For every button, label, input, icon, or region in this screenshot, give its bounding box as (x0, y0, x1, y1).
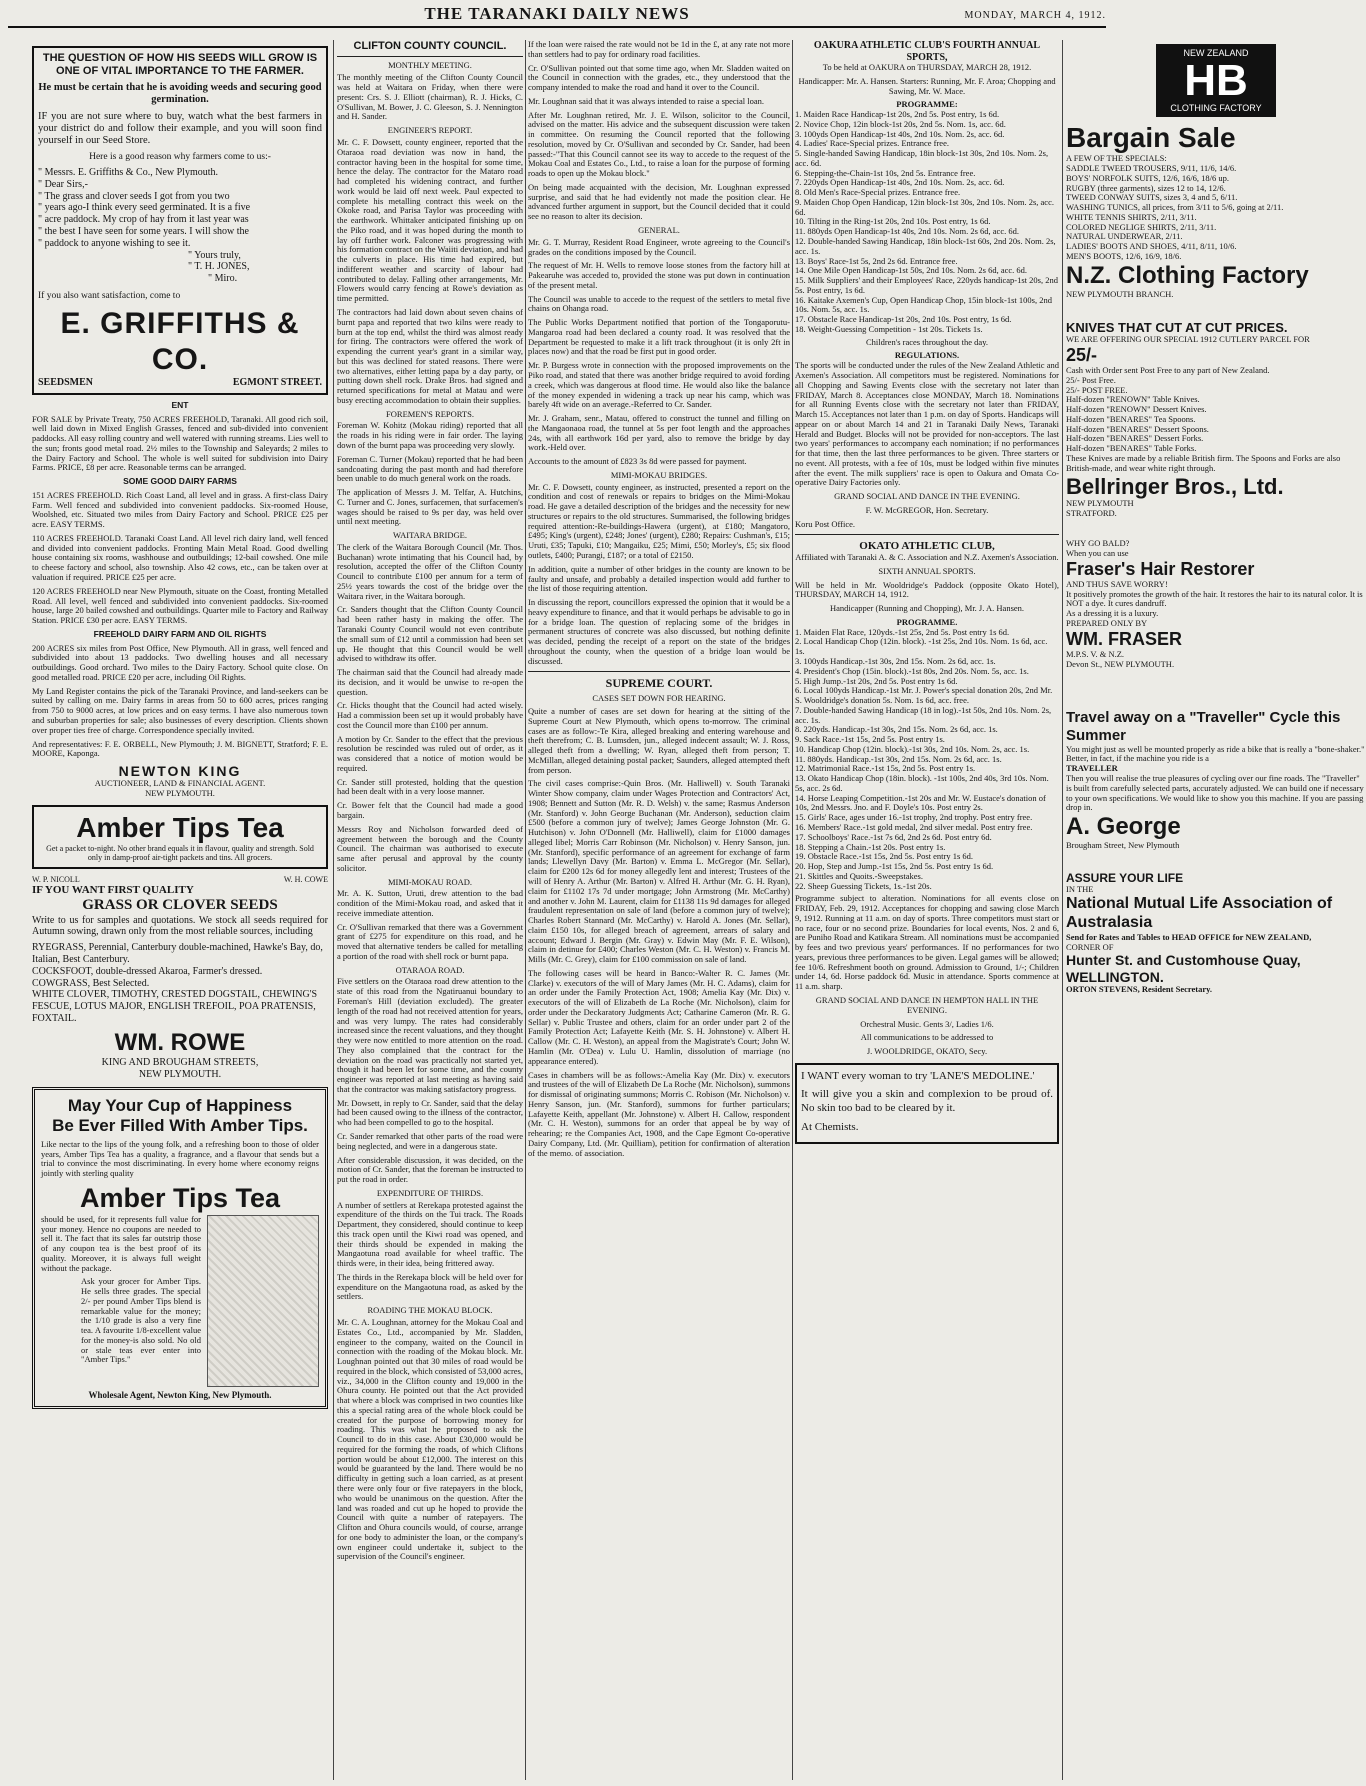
programme-event: 5. Single-handed Sawing Handicap, 18in block-1st 30s, 2nd 10s. Nom. 2s, acc. 6d. (795, 148, 1049, 168)
section-subheading: FOREMEN'S REPORTS. (386, 408, 474, 419)
cutlery-item: Half-dozen "BENARES" Table Forks. (1066, 443, 1197, 454)
clothing-factory-ad (1066, 44, 1366, 300)
programme-event: 13. Okato Handicap Chop (18in. block). -1st 100s, 2nd 40s, 3rd 10s. Nom. 5s, acc. 2s 6d. (795, 773, 1049, 793)
article-paragraph: The chairman said that the Council had already made its decision, and it would be unwise to re-open the question. (337, 667, 523, 697)
column-3 (528, 40, 790, 1780)
programme-event: 3. 100yds Handicap.-1st 30s, 2nd 15s. Nom. 2s 6d, acc. 1s. (795, 655, 996, 666)
okaura-intro: To be held at OAKURA on THURSDAY, MARCH 28, 1912. (822, 62, 1032, 72)
assure-heading: ASSURE YOUR LIFE (1066, 871, 1184, 886)
rowe-list-item: COCKSFOOT, double-dressed Akaroa, Farmer's dressed. (32, 965, 263, 977)
amber-tips-ad-small (32, 805, 328, 869)
clifton-article-continued (528, 40, 790, 666)
programme-event: 22. Sheep Guessing Tickets, 1s.-1st 20s. (795, 880, 932, 891)
okaura-regulations-head: REGULATIONS. (894, 350, 960, 361)
hb-logo-letters: HB (1184, 55, 1248, 105)
programme-event: 8. Old Men's Race-Special prizes. Entrance free. (795, 187, 961, 198)
land-register: My Land Register contains the pick of the Taranaki Province, and land-seekers can be suited by calling on me. Dairy farms in areas from 50 to 600 acres, prices ranging from 750 to 9000 acres, at low prices and on easy terms. I have also numerous town and suburban properties for sale; also businesses of every description. Clients shown over proper ties free of charge. Correspondence specially invited. (32, 685, 328, 735)
letter-line: " Dear Sirs,- (38, 178, 88, 190)
article-paragraph: After considerable discussion, it was decided, on the motion of Cr. Sander, that the foreman be instructed to put the road in order. (337, 1154, 523, 1185)
special-item: MEN'S BOOTS, 12/6, 16/9, 18/6. (1066, 250, 1182, 261)
national-mutual-address: Hunter St. and Customhouse Quay, WELLINGTON. (1066, 952, 1301, 985)
programme-event: 15. Milk Suppliers' and their Employees' Race, 220yds handicap-1st 20s, 2nd 5s. Post entry, 1s 6d. (795, 275, 1058, 295)
programme-event: 7. Double-handed Sawing Handicap (18 in log).-1st 50s, 2nd 10s. Nom. 2s, acc. 1s. (795, 704, 1052, 725)
article-paragraph: A motion by Cr. Sander to the effect that the previous resolution be rescinded was ruled out of order, as it was considered that a notice of motion would be required. (337, 733, 523, 773)
programme-event: 9. Sack Race.-1st 15s, 2nd 5s. Post entry 1s. (795, 734, 945, 745)
fraser-prepared: PREPARED ONLY BY (1066, 617, 1148, 628)
article-paragraph: The thirds in the Rerekapa block will be held over for expenditure on the Mangaotuna road, as asked by the settlers. (337, 1271, 523, 1302)
programme-event: 14. One Mile Open Handicap-1st 50s, 2nd 10s. Nom. 2s 6d, acc. 6d. (795, 265, 1028, 276)
okato-programme-head: PROGRAMME. (896, 616, 958, 627)
bellringer-right: STRATFORD. (1066, 508, 1117, 519)
programme-event: 6. Local 100yds Handicap.-1st Mr. J. Power's special donation 20s, 2nd Mr. S. Wooldridge's donation 5s. Nom. 1s 6d, acc. free. (795, 685, 1053, 706)
bargain-sale: Bargain Sale (1066, 122, 1236, 154)
article-paragraph: Mr. G. T. Murray, Resident Road Engineer, wrote agreeing to the Council's grades on the conditions imposed by the Council. (528, 236, 790, 257)
programme-event: 10. Handicap Chop (12in. block).-1st 30s, 2nd 10s. Nom. 2s, acc. 1s. (795, 743, 1030, 754)
woman-with-teacup-illustration (207, 1215, 319, 1387)
knives-ad (1066, 320, 1366, 519)
okaura-children: Children's races throughout the day. (865, 336, 989, 347)
knives-post-free-left: 25/- Post Free. (1066, 374, 1116, 385)
rowe-list-item: RYEGRASS, Perennial, Canterbury double-machined, Hawke's Bay, do, Italian, Best Canterbury. (32, 942, 323, 966)
amber-large-title: Amber Tips Tea (79, 1182, 281, 1213)
okato-programme (795, 628, 1059, 892)
amber-tips-title: Amber Tips Tea (76, 811, 284, 843)
programme-event: 14. Horse Leaping Competition.-1st 20s and Mr. W. Eustace's donation of 10s, 2nd Messrs. Jno. and F. Doyle's 10s. Post entry 2s. (795, 792, 1046, 813)
programme-event: 12. Matrimonial Race.-1st 15s, 2nd 5s. Post entry 1s. (795, 763, 976, 774)
clifton-article (337, 73, 523, 1562)
bellringer-left: NEW PLYMOUTH (1066, 498, 1134, 509)
programme-event: 10. Tilting in the Ring-1st 20s, 2nd 10s. Post entry, 1s 6d. (795, 216, 991, 227)
article-paragraph: Accounts to the amount of £823 3s 8d were passed for payment. (528, 456, 747, 467)
article-paragraph: Mr. C. F. Dowsett, county engineer, reported that the Otaraoa road deviation was now in hand, the contractor having been in the hospital for some time, hence the delay. The contractor for the Mataro road had completed his widening contract, and further work would be laid off next week. Paul expected to complete his metalling contract this week on the Okoke road, and Parisa Taylor was proceeding with the earthwork. Whittaker anticipated finishing up on the Piko road, and it was hoped during the month to lay off further work. Falconer was progressing with his formation contract on the Waiiti deviation, and had the culverts in place. His time had expired, but indifferent weather and scarcity of labour had contributed to delay. Falling other arrangements, Mr. Flowers would carry fencing at Rowe's deviation as time permitted. (337, 137, 523, 304)
traveller-heading: Travel away on a "Traveller" Cycle this Summer (1066, 709, 1341, 745)
article-paragraph: The monthly meeting of the Clifton County Council was held at Waitara on Friday, when there were present: Crs. S. J. Elliott (chairman), R. J. Hicks, C. O'Sullivan, M. Bower, J. C. Gleeson, S. J. Nennington and H. Sander. (337, 72, 523, 122)
cutlery-item: Half-dozen "BENARES" Dessert Spoons. (1066, 423, 1209, 434)
column-4-sports-notices (795, 40, 1059, 1780)
column-2-clifton-county-council (337, 40, 523, 1780)
okaura-secretary: F. W. McGREGOR, Hon. Secretary. (865, 504, 989, 515)
article-paragraph: The Public Works Department notified that portion of the Tongaporutu-Mangaroa road had been declared a county road. It was resolved that the Department be requested to make it a lift track throughout (it is only 2ft in places now) and that the road be first put in good order. (528, 317, 790, 357)
traveller-cycle-ad (1066, 709, 1366, 851)
programme-event: 3. 100yds Open Handicap-1st 40s, 2nd 10s. Nom. 2s, acc. 6d. (795, 128, 1005, 139)
land-subhead: FREEHOLD DAIRY FARM AND OIL RIGHTS (93, 628, 267, 639)
okaura-programme-head: PROGRAMME: (896, 99, 958, 110)
programme-event: 13. Boys' Race-1st 5s, 2nd 2s 6d. Entrance free. (795, 255, 958, 266)
article-paragraph: The Council was unable to accede to the request of the settlers to metal five chains on Ohanga road. (528, 293, 790, 314)
okaura-regulations: The sports will be conducted under the rules of the New Zealand Athletic and Axemen's Association. All competitors must be registered. Nominations for all Chopping and Sawing Events close with the secretary not later than FRIDAY, March 8. Acceptances close MONDAY, March 18. Nominations for all Running Events close with the secretary not later than FRIDAY, March 15. Acceptances not later than 1 p.m. on day of Sports. Handicaps will appear on or about March 14 and 21 in Taranaki Daily News, Taranaki Herald and Budget. Blocks will not be provided for non-acceptors. The last two years' performances to accompany each nomination; if no performances for that time, then the last three performances to be given. Three starters or no event. All protests, with a fee of 10s, must be lodged within five minutes after the event. The milk suppliers' race is open to Oakura and Omata Co-operative Dairy Factories only. (795, 360, 1059, 488)
section-subheading: GENERAL. (638, 225, 680, 236)
national-mutual-secretary: ORTON STEVENS, Resident Secretary. (1066, 984, 1213, 995)
nz-clothing-branch: NEW PLYMOUTH BRANCH. (1066, 288, 1174, 299)
cutlery-item: Half-dozen "BENARES" Tea Spoons. (1066, 413, 1196, 424)
article-paragraph: Cr. Bower felt that the Council had made a good bargain. (337, 800, 523, 820)
amber-tips-sub: Get a packet to-night. No other brand equals it in flavour, quality and strength. Sold only in damp-proof air-tight packets and tins. All grocers. (46, 843, 314, 863)
column-rule (333, 40, 334, 1780)
testimonial-letter (38, 167, 322, 285)
specials-head: A FEW OF THE SPECIALS: (1066, 153, 1167, 164)
letter-line: " T. H. JONES, (188, 261, 250, 273)
special-item: RUGBY (three garments), sizes 12 to 14, 12/6. (1066, 182, 1226, 193)
article-paragraph: A number of settlers at Rerekapa protested against the expenditure of the thirds on the Tui track. The Roads Department, they considered, should continue to keep this track open until the Kiwi road was opened, and their thirds should be expended in making the Mangaotuna road available for wheel traffic. The thirds were, in their idea, being frittered away. (337, 1199, 523, 1269)
newton-king-name: NEWTON KING (118, 763, 242, 780)
article-paragraph: Mr. J. Graham, senr., Matau, offered to construct the tunnel and filling on the Mangaonaoa road, the tunnel at 5s per foot length and the approaches 24s, with all earthwork 16d per yard, also to remove the bridge by day work.-Held over. (528, 413, 790, 453)
amber-large-h1: May Your Cup of Happiness (67, 1095, 293, 1115)
traveller-body: You might just as well be mounted properly as ride a bike that is really a "bone-shaker." Better, in fact, if the machine you ride is a (1066, 743, 1365, 764)
programme-event: 7. 220yds Open Handicap-1st 40s, 2nd 10s. Nom. 2s, acc. 6d. (795, 177, 1005, 188)
traveller-then: Then you will realise the true pleasures of cycling over our fine roads. The "Traveller" is built from carefully selected parts, accurately adjusted. We can build one if necessary to your own specifications. We would like to show you this machine. If you are passing drop in. (1066, 773, 1364, 813)
programme-event: 8. 220yds. Handicap.-1st 30s, 2nd 15s. Nom. 2s 6d, acc. 1s. (795, 724, 998, 735)
article-paragraph: Mr. C. F. Dowsett, county engineer, as instructed, presented a report on the condition and cost of renewals or repairs to bridges on the Mimi-Mokau road. He gave a detailed description of the bridges and the necessity for new structures or repairs to the old structures. Summarised, the following bridges required attention:-Re-buildings-Hawera (urgent), at £180; Mangatoro, £495; King's (urgent), £248; Jones' (urgent), £280; Repairs: Cushman's, £15; Uruti, £35; Tapuki, £10; Mangaiku, £25; Mimi, £50; Morley's, £5; six flood outlets, £400; Purangi, £187; or a total of £2150. (528, 481, 790, 560)
rowe-list-item: WHITE CLOVER, TIMOTHY, CRESTED DOGSTAIL, CHEWING'S FESCUE, LOTUS MAJOR, ENGLISH TREFOIL, POA PRATENSIS, FOXTAIL. (32, 989, 318, 1025)
medoline-line-3: At Chemists. (801, 1120, 859, 1133)
cutlery-item: Half-dozen "RENOWN" Table Knives. (1066, 394, 1200, 405)
fraser-title: Fraser's Hair Restorer (1066, 558, 1255, 579)
okato-affiliation: Affiliated with Taranaki A. & C. Association and N.Z. Axemen's Association. (795, 552, 1059, 563)
article-paragraph: Quite a number of cases are set down for hearing at the sitting of the Supreme Court at New Plymouth, which opens to-morrow. The criminal cases are as follow:-Te Kira, alleged breaking and entering warehouse and theft therefrom; C. B. Lumsden, jun., alleged indecent assault; W. J. Ross, alleged theft from a dwelling; W. Ryan, alleged theft from person; T. McMillan, alleged detaining postal packet; Saunders, alleged attempted theft from person. (528, 705, 790, 775)
special-item: BOYS' NORFOLK SUITS, 12/6, 16/6, 18/6 up. (1066, 172, 1230, 183)
article-paragraph: Cr. Hicks thought that the Council had acted wisely. Had a commission been set up it would probably have cost the Council more than £100 per annum. (337, 700, 523, 730)
traveller-name: TRAVELLER (1066, 763, 1118, 774)
george-name: A. George (1066, 813, 1181, 841)
ad-reason: Here is a good reason why farmers come to us:- (89, 151, 271, 162)
letter-line: " The grass and clover seeds I got from you two (38, 190, 230, 202)
clifton-subheading: MONTHLY MEETING. (388, 59, 472, 70)
knives-post-free-right: 25/- POST FREE. (1066, 384, 1128, 395)
griffiths-seed-ad (32, 46, 328, 395)
section-subheading: MIMI-MOKAU BRIDGES. (610, 469, 708, 480)
ad-headline: THE QUESTION OF HOW HIS SEEDS WILL GROW IS ONE OF VITAL IMPORTANCE TO THE FARMER. (42, 52, 318, 77)
rowe-question: IF YOU WANT FIRST QUALITY (32, 884, 194, 896)
article-paragraph: The application of Messrs J. M. Telfar, A. Hutchins, C. Turner and C. Jones, surfacemen, that surfacemen's wages should be raised to 9s per day, was held over until next meeting. (337, 487, 523, 527)
letter-line: " years ago-I think every seed germinated. It is a five (38, 202, 251, 214)
article-paragraph: The contractors had laid down about seven chains of burnt papa and reported that two kilns were ready to burn at the top end, whilst the third was almost ready for firing. The contractors were offered the work of expending the current year's grant in a similar way, but this was declined for stated reasons. There were two alternatives, either letting papa by a day party, or putting down shell rock. Drake Bros. had signed and returned specifications for metal at Matau and were busy erecting accommodation to obtain their supplies. (337, 307, 523, 405)
programme-event: 9. Maiden Chop Open Handicap, 12in block-1st 30s, 2nd 10s. Nom. 2s, acc. 6d. (795, 196, 1054, 217)
land-ad (32, 401, 328, 799)
amber-large-text (41, 1215, 201, 1387)
article-paragraph: Mr. C. A. Loughnan, attorney for the Mokau Coal and Estates Co., Ltd., accompanied by Mr. Sladden, engineer to the company, waited on the Council in connection with the roading of the Mokau block. Mr. Loughnan pointed out that 30 miles of road would be required in the block, which consisted of 53,000 acres, viz., 34,000 in the Clifton county and 19,000 in the Ohura county. He pointed out that the Act provided that where a block was comprised in two counties like this a special rating area of the whole block could be created for the purpose of borrowing money for roading. This was what he proposed to ask the Council to do in this case. About £30,000 would be required for the forming the roads, of which Cliftons portion would be about £12,000. The interest on this would be guaranteed by the land. There would be no difficulty in getting such a loan carried, as at present there were only four or five ratepayers in the block, who would be unanimous on the question. After the land was roaded and cut up he hoped to provide the Council with quite a number of ratepayers. The Clifton and Ohura councils would, of course, arrange for one body to administer the loan, or the company's own engineer could undertake it, subject to the supervision of the Council's engineer. (337, 1316, 523, 1562)
rowe-title: GRASS OR CLOVER SEEDS (82, 896, 278, 913)
amber-tips-ad-large (32, 1087, 328, 1410)
court-subheading: CASES SET DOWN FOR HEARING. (592, 693, 726, 704)
programme-event: 4. President's Chop (15in. block).-1st 80s, 2nd 20s. Nom. 5s, acc. 1s. (795, 665, 1029, 676)
okato-orchestra: Orchestral Music. Gents 3/, Ladies 1/6. (860, 1018, 994, 1029)
special-item: NATURAL UNDERWEAR, 2/11. (1066, 231, 1183, 242)
knives-list (1066, 395, 1366, 454)
okato-handicapper: Handicapper (Running and Chopping), Mr. J. A. Hansen. (829, 603, 1025, 614)
programme-event: 1. Maiden Flat Race, 120yds.-1st 25s, 2nd 5s. Post entry 1s 6d. (795, 626, 1010, 637)
knives-price: 25/- (1066, 344, 1098, 365)
special-item: TWEED CONWAY SUITS, sizes 3, 4 and 5, 6/11. (1066, 192, 1238, 203)
special-item: WHITE TENNIS SHIRTS, 2/11, 3/11. (1066, 211, 1197, 222)
specials-list (1066, 164, 1366, 262)
land-agents: And representatives: F. E. ORBELL, New Plymouth; J. M. BIGNETT, Stratford; F. E. MOORE, Kaponga. (32, 738, 328, 759)
knives-note: These Knives are made by a reliable British firm. The Spoons and Forks are also British-made, and wear white right through. (1066, 452, 1341, 473)
article-paragraph: Mr. A. K. Sutton, Uruti, drew attention to the bad condition of the Mimi-Mokau road, and asked that it receive immediate attention. (337, 888, 523, 918)
okato-heading: OKATO ATHLETIC CLUB, (859, 540, 995, 553)
section-subheading: EXPENDITURE OF THIRDS. (376, 1187, 484, 1198)
article-paragraph: Cr. O'Sullivan remarked that there was a Government grant of £275 for expenditure on this road, and he moved that alternative tenders be called for metalling a portion of the road with shell rock or burnt papa. (337, 921, 523, 961)
programme-event: 20. Hop, Step and Jump.-1st 15s, 2nd 5s. Post entry 1s 6d. (795, 861, 994, 872)
land-head: ENT (171, 399, 189, 410)
programme-event: 2. Local Handicap Chop (12in. block). -1st 25s, 2nd 10s. Nom. 1s 6d, acc. 1s. (795, 636, 1048, 657)
hb-logo (1156, 44, 1276, 117)
fraser-address: Devon St., NEW PLYMOUTH. (1066, 658, 1175, 669)
section-subheading: ROADING THE MOKAU BLOCK. (367, 1305, 493, 1316)
george-address: Brougham Street, New Plymouth (1066, 840, 1180, 851)
special-item: WASHING TUNICS, all prices, from 3/11 to 5/6, going at 2/11. (1066, 202, 1284, 213)
column-rule (525, 40, 526, 1780)
special-item: LADIES' BOOTS AND SHOES, 4/11, 8/11, 10/6. (1066, 241, 1237, 252)
rowe-name: WM. ROWE (114, 1028, 246, 1056)
griffiths-name: E. GRIFFITHS & CO. (60, 307, 300, 376)
ad-satisfaction: If you also want satisfaction, come to (38, 290, 181, 301)
national-mutual-name: National Mutual Life Association of Australasia (1066, 895, 1333, 931)
article-paragraph: Five settlers on the Otaraoa road drew attention to the state of this road from the Ngatiruanui boundary to Foreman's Hill (deviation excluded). The greater length of the road had not received attention for years, and was very lumpy. The rates had considerably increased since the recent valuations, and they thought they were now entitled to more attention on the road. They also complained that the contract for the deviation on the road was practically not started yet, though it had been let for some time, and the county engineer was reported at last meeting as having said that the contractor was making satisfactory progress. (337, 976, 523, 1094)
section-subheading: WAITARA BRIDGE. (393, 530, 467, 541)
column-1 (32, 40, 328, 1780)
article-paragraph: The clerk of the Waitara Borough Council (Mr. Thos. Buchanan) wrote intimating that his Council had, by resolution, accepted the offer of the Clifton County Council to contribute £100 per annum for a term of 25½ years towards the cost of the bridge over the Waitara river, in the Waitara borough. (337, 541, 523, 601)
ad-subhead: He must be certain that he is avoiding weeds and securing good germination. (38, 81, 322, 106)
section-subheading: OTARAOA ROAD. (395, 964, 465, 975)
ad-body: IF you are not sure where to buy, watch what the best farmers in your district do and follow their example, and you will soon find yourself in our Seed Store. (38, 110, 322, 147)
programme-event: 18. Stepping a Chain.-1st 20s. Post entry 1s. (795, 841, 946, 852)
programme-event: 6. Stepping-the-Chain-1st 10s, 2nd 5s. Entrance free. (795, 167, 976, 178)
amber-large-agent: Wholesale Agent, Newton King, New Plymouth. (88, 1389, 272, 1400)
knives-offer: WE ARE OFFERING OUR SPECIAL 1912 CUTLERY PARCEL FOR (1066, 334, 1310, 345)
amber-large-h2: Be Ever Filled With Amber Tips. (52, 1115, 308, 1135)
rowe-list-item: COWGRASS, Best Selected. (32, 977, 150, 989)
land-listing: 120 ACRES FREEHOLD near New Plymouth, situate on the Coast, fronting Metalled Road. All level, well fenced and subdivided into convenient paddocks. Six-roomed house, large 20 bailed cowshed and outbuildings. Quarter mile to Factory and Railway Station. PRICE £30 per acre. EASY TERMS. (32, 585, 328, 626)
article-paragraph: If the loan were raised the rate would not be 1d in the £, at any rate not more than settlers had to pay for ordinary road facilities. (528, 39, 790, 59)
rowe-town: NEW PLYMOUTH. (138, 1068, 222, 1080)
letter-line: " paddock to anyone wishing to see it. (38, 237, 191, 249)
nz-clothing-factory: N.Z. Clothing Factory (1066, 261, 1309, 289)
programme-event: 16. Members' Race.-1st gold medal, 2nd silver medal. Post entry free. (795, 822, 1033, 832)
griffiths-footer (38, 377, 322, 389)
article-paragraph: Mr. P. Burgess wrote in connection with the proposed improvements on the Piko road, and stated that there was another bridge required to avoid fording a creek, which was dangerous at flood time. He would also like the balance of the money expended in widening a track up near his camp, which was barely 4ft wide on an average.-Referred to Cr. Sander. (528, 360, 790, 410)
fraser-when: When you can use (1066, 547, 1129, 558)
okato-intro: Will be held in Mr. Wooldridge's Paddock (opposite Okato Hotel), THURSDAY, MARCH 14, 1912. (795, 579, 1059, 600)
land-listing: 151 ACRES FREEHOLD. Rich Coast Land, all level and in grass. A first-class Dairy Farm. Well fenced and subdivided into convenient paddocks. Six-roomed House, Woolshed, etc. Situated two miles from Dairy Factory and School. PRICE £25 per acre. EASY TERMS. (32, 489, 328, 530)
medoline-ad (795, 1063, 1059, 1144)
assure-in-the: IN THE (1066, 884, 1094, 895)
amber-large-note: should be used, for it represents full value for your money. Hence no coupons are needed to sell it. The fact that its sales far outstrip those of any coupon tea is the best proof of its quality. Moreover, it is always full weight without the package. (41, 1213, 201, 1273)
programme-event: 15. Girls' Race, ages under 16.-1st trophy, 2nd trophy. Post entry free. (795, 812, 1033, 823)
knives-heading: KNIVES THAT CUT AT CUT PRICES. (1066, 319, 1288, 335)
article-paragraph: Cr. Sanders thought that the Clifton County Council had been rather hasty in making the offer. The Taranaki County Council would not even contribute the small sum of £12 until a commission had been set up. He thought that this Council would be well advised to withdraw its offer. (337, 604, 523, 664)
okato-sixth: SIXTH ANNUAL SPORTS. (878, 565, 976, 576)
rowe-body: Write to us for samples and quotations. We stock all seeds required for Autumn sowing, drawn only from the most reliable sources, including (32, 914, 328, 938)
newspaper-title: THE TARANAKI DAILY NEWS (424, 4, 690, 23)
okaura-heading: OAKURA ATHLETIC CLUB'S FOURTH ANNUAL SPORTS, (813, 40, 1041, 63)
griffiths-trade: SEEDSMEN (38, 376, 94, 388)
article-paragraph: Foreman C. Turner (Mokau) reported that he had been sandcoating during the past month and had therefore been unable to do much general work on the roads. (337, 453, 523, 484)
column-rule (1062, 40, 1063, 1780)
article-paragraph: After Mr. Loughnan retired, Mr. J. E. Wilson, solicitor to the Council, advised on the matter. His advice and the subsequent discussion were taken in committee. On resuming the Council reported that the following resolution, moved by Cr. O'Sullivan and seconded by Cr. Sander, had been passed:-"That this Council cannot see its way to accede to the request of the Mokau Coal and Estates Co., Ltd., to raise a loan for the purpose of forming roads to open up the Mokau block." (528, 109, 790, 179)
amber-large-bottom (41, 1215, 319, 1387)
column-rule (792, 40, 793, 1780)
amber-large-body: Like nectar to the lips of the young folk, and a refreshing boon to those of older years, Amber Tips Tea has a quality, a fragrance, and a flavour that sends but a trial to convince the most discriminating. In every home where economy reigns jointly with sterling quality (41, 1138, 319, 1179)
letter-line: " the best I have seen for some years. I will show the (38, 226, 249, 237)
amber-large-side: Ask your grocer for Amber Tips. He sells three grades. The special 2/- per pound Amber Tips blend is remarkable value for the money; the 1/10 grade is also a very fine tea. A favourite 1/8-excellent value for the money-is also sold. No old or stale teas ever enter into "Amber Tips." (81, 1276, 201, 1365)
article-paragraph: The following cases will be heard in Banco:-Walter R. C. James (Mr. Clarke) v. executors of the will of Mary James (Mr. H. C. Adams), claim for an order under the Family Protection Act, 1908; Amelia Kay (Mr. Dix) v. executors of the will of Elizabeth de La Roche (Mr. Nicholson), claim for order under the Deckaratory Judgments Act; Catharine Cameron (Mr. R. G. Sellar) v. Public Trustee and others, claim for an order under part 2 of the Family Protection Act; Lafayette Keith (Mr. S. H. Johnstone) v. Albert H. Callow (Mr. C. H. Weston), an appeal from the Magistrate's Court; John W. Hamlin (Mr. O'Dea) v. Lulu U. Hamlin, dissolution of marriage (no appearance entered). (528, 967, 790, 1066)
court-article (528, 707, 790, 1158)
fraser-qualification: M.P.S. V. & N.Z. (1066, 648, 1125, 659)
hb-logo-top: NEW ZEALAND (1183, 48, 1249, 58)
medoline-line-1: I WANT every woman to try 'LANE'S MEDOLINE.' (801, 1069, 1035, 1082)
programme-event: 1. Maiden Race Handicap-1st 20s, 2nd 5s. Post entry, 1s 6d. (795, 109, 1000, 120)
special-item: COLORED NEGLIGE SHIRTS, 2/11, 3/11. (1066, 221, 1217, 232)
land-subhead: SOME GOOD DAIRY FARMS (123, 476, 237, 487)
letter-line: " Miro. (208, 273, 238, 285)
griffiths-street: EGMONT STREET. (232, 376, 322, 388)
rowe-names (32, 875, 328, 884)
column-5-ads (1066, 40, 1365, 1780)
national-mutual-send: Send for Rates and Tables to HEAD OFFICE for NEW ZEALAND, (1066, 931, 1312, 942)
article-paragraph: Messrs Roy and Nicholson forwarded deed of agreement between the borough and the County Council. The chairman was authorised to execute same after perusal and approval by the county solicitor. (337, 823, 523, 873)
national-mutual-corner: CORNER OF (1066, 941, 1114, 952)
programme-event: 4. Ladies' Race-Special prizes. Entrance free. (795, 138, 949, 149)
letter-line: " acre paddock. My crop of hay from it last year was (38, 214, 249, 226)
section-rule (528, 671, 790, 672)
hb-logo-bottom: CLOTHING FACTORY (1170, 102, 1262, 113)
okaura-post-office: Koru Post Office. (795, 518, 856, 529)
okato-notes: Programme subject to alteration. Nominations for all events close on FRIDAY, Feb. 29, 1912. Acceptances for chopping and sawing close March 9, 1912. Running at 11 a.m. on day of sports. Three competitors must start or no race, four or no second prize. Boundaries for local events, Nos. 2 and 6, are Puniho Road and Katikara Stream. All nominations must be accompanied by fees and two previous years' performances. If no performances for two years, previous three performances to be given. Legal games will be allowed; fee 10/6. Refreshment booth on ground. Admission to Ground, 1/-; Children under 14, 6d. Horse paddock 6d. Music in attendance. Sports commence at 11 a.m. sharp. (795, 893, 1059, 992)
programme-event: 18. Weight-Guessing Competition - 1st 20s. Tickets 1s. (795, 323, 983, 334)
okaura-programme (795, 110, 1059, 335)
rowe-list (32, 942, 328, 1025)
article-paragraph: The request of Mr. H. Wells to remove loose stones from the factory hill at Pakearuhe was acceded to, provided the stone was put down in continuation of the present metal. (528, 260, 790, 290)
court-heading: SUPREME COURT. (605, 676, 713, 691)
letter-line: " Messrs. E. Griffiths & Co., New Plymouth. (38, 167, 219, 179)
fraser-question: WHY GO BALD? (1066, 537, 1130, 548)
programme-event: 11. 880yds Open Handicap-1st 40s, 2nd 10s. Nom. 2s 6d, acc. 6d. (795, 226, 1019, 237)
fraser-body: It positively promotes the growth of the hair. It restores the hair to its natural color. It is NOT a dye. It cures dandruff. (1066, 588, 1363, 609)
programme-event: 19. Obstacle Race.-1st 15s, 2nd 5s. Post entry 1s 6d. (795, 851, 974, 862)
rowe-address: KING AND BROUGHAM STREETS, (101, 1057, 259, 1069)
land-listing: 200 ACRES six miles from Post Office, New Plymouth. All in grass, well fenced and subdivided into about 13 paddocks. Two dwelling houses and all necessary outbuildings. Good orchard. Two miles to the Dairy Factory. School quite close. On good metalled road. PRICE £20 per acre, including Oil Rights. (32, 642, 328, 682)
programme-event: 12. Double-handed Sawing Handicap, 18in block-1st 60s, 2nd 20s. Nom. 2s, acc. 1s. (795, 236, 1056, 256)
okato-communications: All communications to be addressed to (860, 1032, 994, 1043)
programme-event: 16. Kaitake Axemen's Cup, Open Handicap Chop, 15in block-1st 100s, 2nd 10s. Nom. 5s, acc. 1s. (795, 294, 1052, 315)
national-mutual-ad (1066, 871, 1366, 995)
section-subheading: ENGINEER'S REPORT. (387, 125, 473, 136)
programme-event: 21. Skittles and Quoits.-Sweepstakes. (795, 870, 923, 881)
okato-dance: GRAND SOCIAL AND DANCE IN HEMPTON HALL IN THE EVENING. (815, 995, 1039, 1015)
article-paragraph: Foreman W. Kohitz (Mokau riding) reported that all the roads in his riding were in fair order. The laying down of the burnt papa was proceeding very slowly. (337, 420, 523, 450)
masthead (8, 2, 1106, 28)
article-paragraph: On being made acquainted with the decision, Mr. Loughnan expressed surprise, and said that he had evidently not made the position clear. He advanced further argument in support, but the Council decided that it could see no reason to alter its decision. (528, 181, 790, 222)
programme-event: 17. Schoolboys' Race.-1st 7s 6d, 2nd 2s 6d. Post entry 6d. (795, 831, 992, 842)
cutlery-item: Half-dozen "RENOWN" Dessert Knives. (1066, 404, 1207, 415)
newton-king-location: NEW PLYMOUTH. (145, 787, 215, 798)
letter-line: " Yours truly, (188, 249, 241, 261)
bellringer-bros: Bellringer Bros., Ltd. (1066, 473, 1284, 499)
programme-event: 17. Obstacle Race Handicap-1st 20s, 2nd 10s. Post entry, 1s 6d. (795, 314, 1012, 325)
fraser-luxury: As a dressing it is a luxury. (1066, 608, 1159, 619)
article-paragraph: In discussing the report, councillors expressed the opinion that it would be a heavy expenditure to finance, and that it would perhaps be advisable to go in for a bridge loan. The question of replacing some of the bridges in permanent structures of concrete was also discussed, but nothing definite was decided, pending the receipt of a report on the state of the bridges throughout the county, when the question of a bridge loan would be discussed. (528, 597, 790, 666)
article-paragraph: Cr. Sander still protested, holding that the question had been dealt with in a very loose manner. (337, 776, 523, 797)
article-paragraph: Mr. Dowsett, in reply to Cr. Sander, said that the delay had been caused owing to the illness of the contractor, who had been compelled to go to the hospital. (337, 1097, 523, 1128)
programme-event: 11. 880yds. Handicap.-1st 30s, 2nd 15s. Nom. 2s 6d, acc. 1s. (795, 753, 1002, 764)
land-listing: FOR SALE by Private Treaty, 750 ACRES FREEHOLD, Taranaki. All good rich soil, well laid down in Mixed English Grasses, fenced and sub-divided into convenient paddocks. All easy rolling country and well watered with running streams. Lies well to the sun; fronts good metal road. 2½ miles to the Township and Saleyards; 2 miles to the Dairy Factory and School. The whole is well suited for subdivision into Dairy Farms. PRICE, £8 per acre. Reasonable terms can be arranged. (32, 413, 328, 473)
fraser-save: AND THUS SAVE WORRY! (1066, 578, 1168, 589)
section-subheading: MIMI-MOKAU ROAD. (387, 876, 473, 887)
clifton-heading: CLIFTON COUNTY COUNCIL. (337, 40, 523, 57)
rowe-left: W. P. NICOLL (32, 874, 80, 884)
knives-cash: Cash with Order sent Post Free to any part of New Zealand. (1066, 365, 1270, 376)
article-paragraph: Cr. O'Sullivan pointed out that some time ago, when Mr. Sladden waited on the Council in connection with the grades, etc., they understood that the company intended to make the road and hand it over to the Council. (528, 62, 790, 93)
okaura-dance: GRAND SOCIAL AND DANCE IN THE EVENING. (834, 491, 1020, 502)
rowe-right: W. H. COWE (283, 874, 328, 884)
programme-event: 5. High Jump.-1st 20s, 2nd 5s. Post entry 1s 6d. (795, 675, 958, 686)
newton-king-sub: AUCTIONEER, LAND & FINANCIAL AGENT. (94, 778, 266, 789)
issue-date: MONDAY, MARCH 4, 1912. (964, 10, 1106, 21)
programme-event: 2. Novice Chop, 12in block-1st 20s, 2nd 5s. Nom. 1s, acc. 6d. (795, 118, 1006, 129)
fraser-hair-ad (1066, 539, 1366, 669)
article-paragraph: Cr. Sander remarked that other parts of the road were being neglected, and were in a dangerous state. (337, 1130, 523, 1151)
rowe-seed-ad (32, 875, 328, 1081)
cutlery-item: Half-dozen "BENARES" Dessert Forks. (1066, 433, 1204, 444)
fraser-name: WM. FRASER (1066, 628, 1182, 649)
article-paragraph: Cases in chambers will be as follows:-Amelia Kay (Mr. Dix) v. executors and trustees of the will of Elizabeth De La Roche (Mr. Nicholson), summons for dismissal of originating summons; Morris C. Robison (Mr. Nicholson) v. Henry Sanson, jun. (Mr. Stanford), summons for further particulars; Lafayette Keith, appellant (Mr. Johnstone) v. Albert H. Callow, respondent (Mr. C. H. Weston), summons for an order that appeal be by way of rehearing; re the Companies Act, 1908, and the Cape Egmont Co-operative Dairy Company, Ltd. (Mr. Quilliam), petition for confirmation of alteration of the memo. of association. (528, 1069, 790, 1158)
special-item: SADDLE TWEED TROUSERS, 9/11, 11/6, 14/6. (1066, 163, 1237, 174)
article-paragraph: Mr. Loughnan said that it was always intended to raise a special loan. (528, 95, 765, 106)
section-rule (795, 534, 1059, 535)
medoline-line-2: It will give you a skin and complexion to be proud of. No skin too bad to be cleared by it. (801, 1088, 1053, 1115)
land-listing: 110 ACRES FREEHOLD. Taranaki Coast Land. All level rich dairy land, well fenced and divided into convenient paddocks. Fronting Main Metal Road. Good dwelling house containing six rooms, washhouse and outbuildings; 12-bail cowshed. One mile to cheese factory and school, also township. Also 42 cows, etc., can be taken over at valuation if required. PRICE £25 per acre. (32, 532, 328, 583)
article-paragraph: In addition, quite a number of other bridges in the county are known to be faulty and unsafe, and probably a detailed inspection would add further to the list of those requiring attention. (528, 563, 790, 594)
okato-secretary: J. WOOLDRIDGE, OKATO, Secy. (866, 1046, 988, 1057)
article-paragraph: The civil cases comprise:-Quin Bros. (Mr. Halliwell) v. South Taranaki Winter Show company, claim under Wages Protection and Contractors' Act, 1908; Bennett and Sutton (Mr. R. D. Welsh) v. the same; Rasmus Anderson (Mr. Stanford) v. John George Buchanan (Mr. Anderson), seduction claim £500 (before a common jury of twelve); James George Johnston (Mr. G. Hutchison) v. John O'Donnell (Mr. Halliwell), claim for £1000 damages alleged libel; Morris Carr Robinson (Mr. Nicholson) v. Henry Sanson, jun. (Mr. Stanford), specific performance of an agreement for exchange of farm lands; Llewellyn Davy (Mr. Barton) v. Emma L. McGregor (Mr. Sellar), claim for £200 12s 6d for money allegedly lent and interest; Trustees of the will of Henry A. Arthur (Mr. Barton) v. Alfred H. Arthur (Mr. G. H. Ryan), claim for £1102 17s 7d under mortgage; John Armstrong (Mr. McCarthy) and another v. John M. Laurent, claim for £1138 11s 9d damages for alleged fraudulent representation on sale of land (before a common jury of twelve); Charles Robert Stannard (Mr. McCarthy) v. Harold A. Jones (Mr. Sellar), claim £150 10s, for alleged breach of agreement, arrears of salary and account; Edward J. Bergin (Mr. Gray) v. Edwin May (Mr. F. E. Wilson), claim in detinue for £400; Charles Weston (Mr. C. H. Weston) v. Francis M. Mills (Mr. C. Grey), claim for £100 commission on sale of land. (528, 778, 790, 965)
okaura-officials: Handicapper: Mr. A. Hansen. Starters: Running, Mr. F. Aroa; Chopping and Sawing, Mr. W. Mace. (798, 75, 1056, 96)
